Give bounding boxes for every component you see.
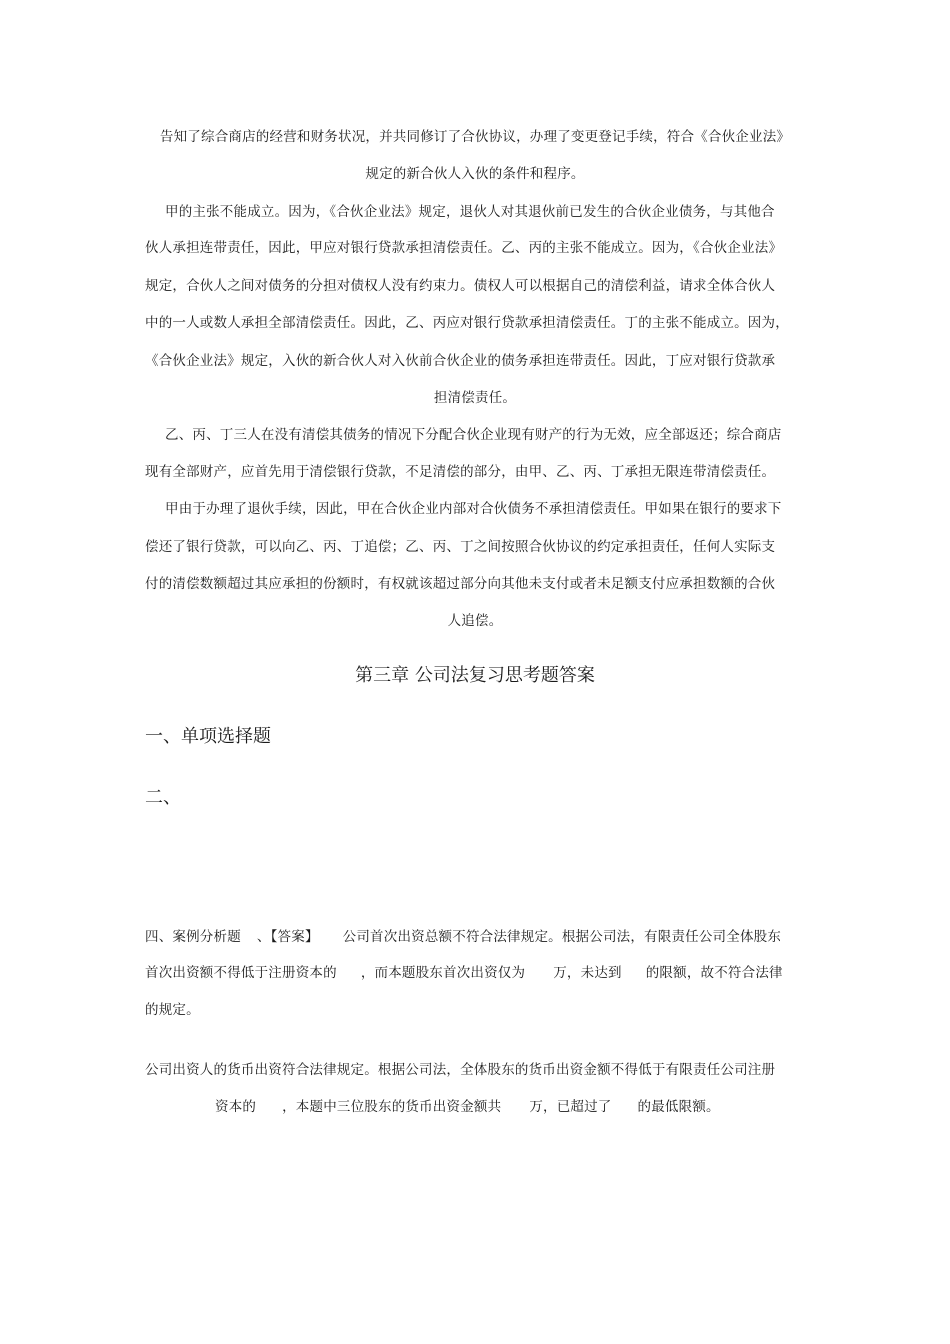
paragraph-line: 《合伙企业法》规定，入伙的新合伙人对入伙前合伙企业的债务承担连带责任。因此，丁应对银行贷款承	[145, 353, 776, 369]
section-heading: 二、	[145, 787, 181, 808]
answer-text: 首次出资额不得低于注册资本的	[145, 965, 337, 981]
paragraph-line: 偿还了银行贷款，可以向乙、丙、丁追偿；乙、丙、丁之间按照合伙协议的约定承担责任，任何人实际支	[145, 539, 776, 555]
paragraph-line: 伙人承担连带责任，因此，甲应对银行贷款承担清偿责任。乙、丙的主张不能成立。因为，《合伙企业法》	[145, 240, 783, 256]
paragraph-line: 乙、丙、丁三人在没有清偿其债务的情况下分配合伙企业现有财产的行为无效，应全部返还；综合商店	[165, 427, 782, 443]
section-heading: 一、单项选择题	[145, 726, 271, 747]
paragraph-line: 甲由于办理了退伙手续，因此，甲在合伙企业内部对合伙债务不承担清偿责任。甲如果在银行的要求下	[165, 501, 782, 517]
paragraph-line: 现有全部财产，应首先用于清偿银行贷款，不足清偿的部分，由甲、乙、丙、丁承担无限连带清偿责任。	[145, 464, 776, 480]
case-answer-line	[145, 927, 781, 947]
answer-text: 万，未达到	[553, 965, 622, 981]
paragraph-line: 规定的新合伙人入伙的条件和程序。	[365, 166, 585, 182]
paragraph-line: 规定，合伙人之间对债务的分担对债权人没有约束力。债权人可以根据自己的清偿利益，请求全体合伙人	[145, 278, 776, 294]
answer-text: ，而本题股东首次出资仅为	[360, 965, 526, 981]
paragraph-line: 中的一人或数人承担全部清偿责任。因此，乙、丙应对银行贷款承担清偿责任。丁的主张不能成立。因为，	[145, 315, 789, 331]
answer-label: 、【答案】	[256, 929, 319, 945]
paragraph-line: 人追偿。	[447, 613, 503, 629]
answer-text: 资本的	[215, 1099, 257, 1115]
answer-text: 公司首次出资总额不符合法律规定。根据公司法，有限责任公司全体股东	[342, 929, 782, 945]
paragraph-line: 甲的主张不能成立。因为，《合伙企业法》规定，退伙人对其退伙前已发生的合伙企业债务，与其他合	[165, 204, 775, 220]
answer-text: 的最低限额。	[637, 1099, 720, 1115]
paragraph-line: 付的清偿数额超过其应承担的份额时，有权就该超过部分向其他未支付或者未足额支付应承担数额的合伙	[145, 576, 776, 592]
answer-text: ，本题中三位股东的货币出资金额共	[282, 1099, 502, 1115]
chapter-title: 第三章 公司法复习思考题答案	[355, 665, 595, 686]
case-answer-line	[145, 963, 783, 983]
paragraph-line: 担清偿责任。	[433, 390, 517, 406]
answer-text: 万，已超过了	[529, 1099, 612, 1115]
case-answer-line: 公司出资人的货币出资符合法律规定。根据公司法，全体股东的货币出资金额不得低于有限责任公司注册	[145, 1062, 776, 1078]
paragraph-line: 告知了综合商店的经营和财务状况，并共同修订了合伙协议，办理了变更登记手续，符合《合伙企业法》	[159, 129, 791, 145]
answer-text: 的限额，故不符合法律	[645, 965, 783, 981]
case-answer-line: 的规定。	[145, 1002, 200, 1018]
case-answer-line	[215, 1097, 720, 1117]
case-section-label: 四、案例分析题	[145, 929, 241, 945]
